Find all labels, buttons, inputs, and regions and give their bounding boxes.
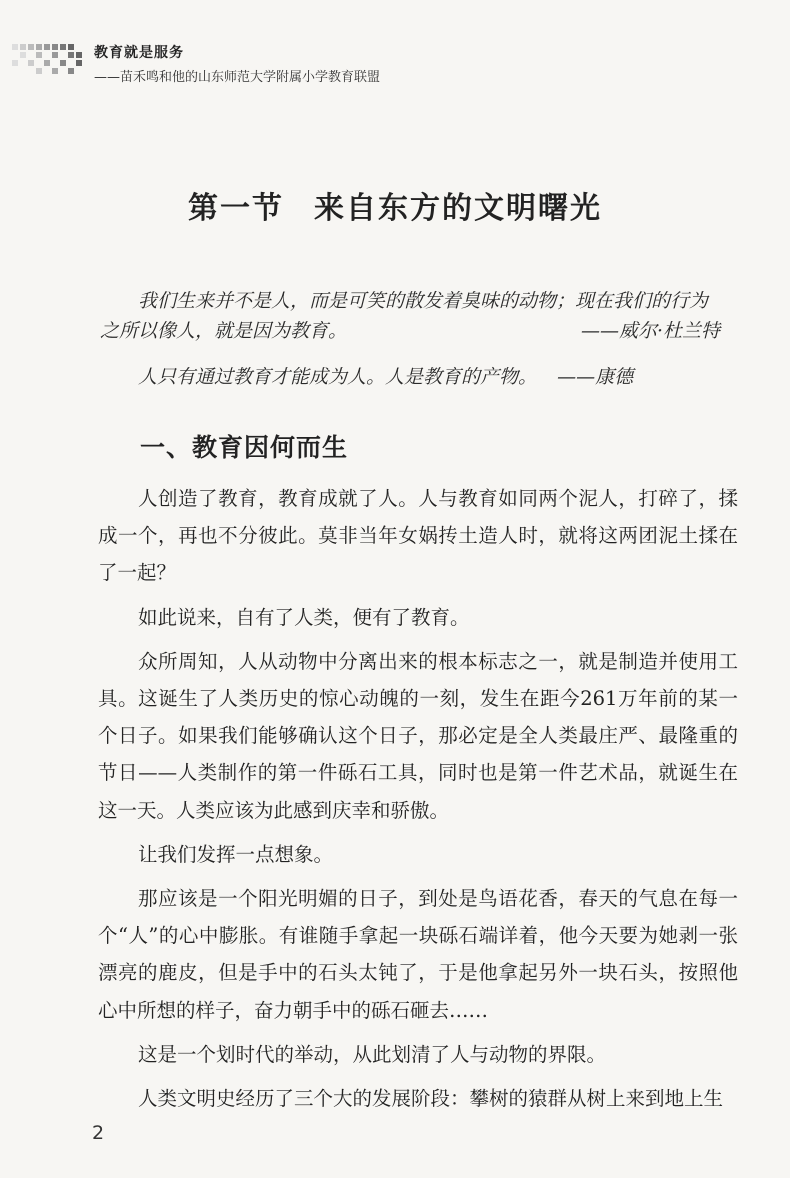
decorative-squares	[12, 44, 88, 74]
section-title	[0, 183, 790, 227]
paragraph: 人创造了教育，教育成就了人。人与教育如同两个泥人，打碎了，揉成一个，再也不分彼此。莫非当年女娲抟土造人时，就将这两团泥土揉在了一起？	[98, 487, 738, 585]
subsection-heading: 一、教育因何而生	[140, 433, 349, 462]
paragraph: 人类文明史经历了三个大的发展阶段：攀树的猿群从树上来到地上生	[138, 1087, 724, 1111]
paragraph: 众所周知，人从动物中分离出来的根本标志之一，就是制造并使用工具。这诞生了人类历史的惊心动魄的一刻，发生在距今261万年前的某一个日子。如果我们能够确认这个日子，那必定是全人类最庄严、最隆重的节日——人类制作的第一件砾石工具，同时也是第一件艺术品，就诞生在这一天。人类应该为此感到庆幸和骄傲。	[98, 649, 738, 822]
section-number: 第一节	[188, 191, 284, 226]
running-head-subtitle: ——苗禾鸣和他的山东师范大学附属小学教育联盟	[94, 70, 381, 85]
quote-text: 人只有通过教育才能成为人。人是教育的产物。	[138, 366, 538, 388]
running-head-title: 教育就是服务	[94, 45, 184, 61]
paragraph: 如此说来，自有了人类，便有了教育。	[138, 605, 470, 629]
quote-attribution: ——威尔·杜兰特	[580, 320, 720, 342]
quote-attribution: ——康德	[557, 366, 634, 388]
paragraph: 这是一个划时代的举动，从此划清了人与动物的界限。	[138, 1042, 607, 1066]
epigraph-quote	[100, 286, 720, 346]
paragraph: 让我们发挥一点想象。	[138, 842, 334, 866]
body-text	[98, 480, 738, 1124]
paragraph: 那应该是一个阳光明媚的日子，到处是鸟语花香，春天的气息在每一个“人”的心中膨胀。有谁随手拿起一块砾石端详着，他今天要为她剥一张漂亮的鹿皮，但是手中的石头太钝了，于是他拿起另外一块石头，按照他心中所想的样子，奋力朝手中的砾石砸去……	[98, 887, 738, 1022]
quote-text: 我们生来并不是人，而是可笑的散发着臭味的动物；现在我们的行为之所以像人，就是因为教育。	[100, 290, 709, 342]
epigraph-quote	[100, 362, 720, 392]
running-head	[94, 42, 380, 85]
page-number: 2	[92, 1122, 105, 1144]
section-name: 来自东方的文明曙光	[314, 191, 602, 226]
